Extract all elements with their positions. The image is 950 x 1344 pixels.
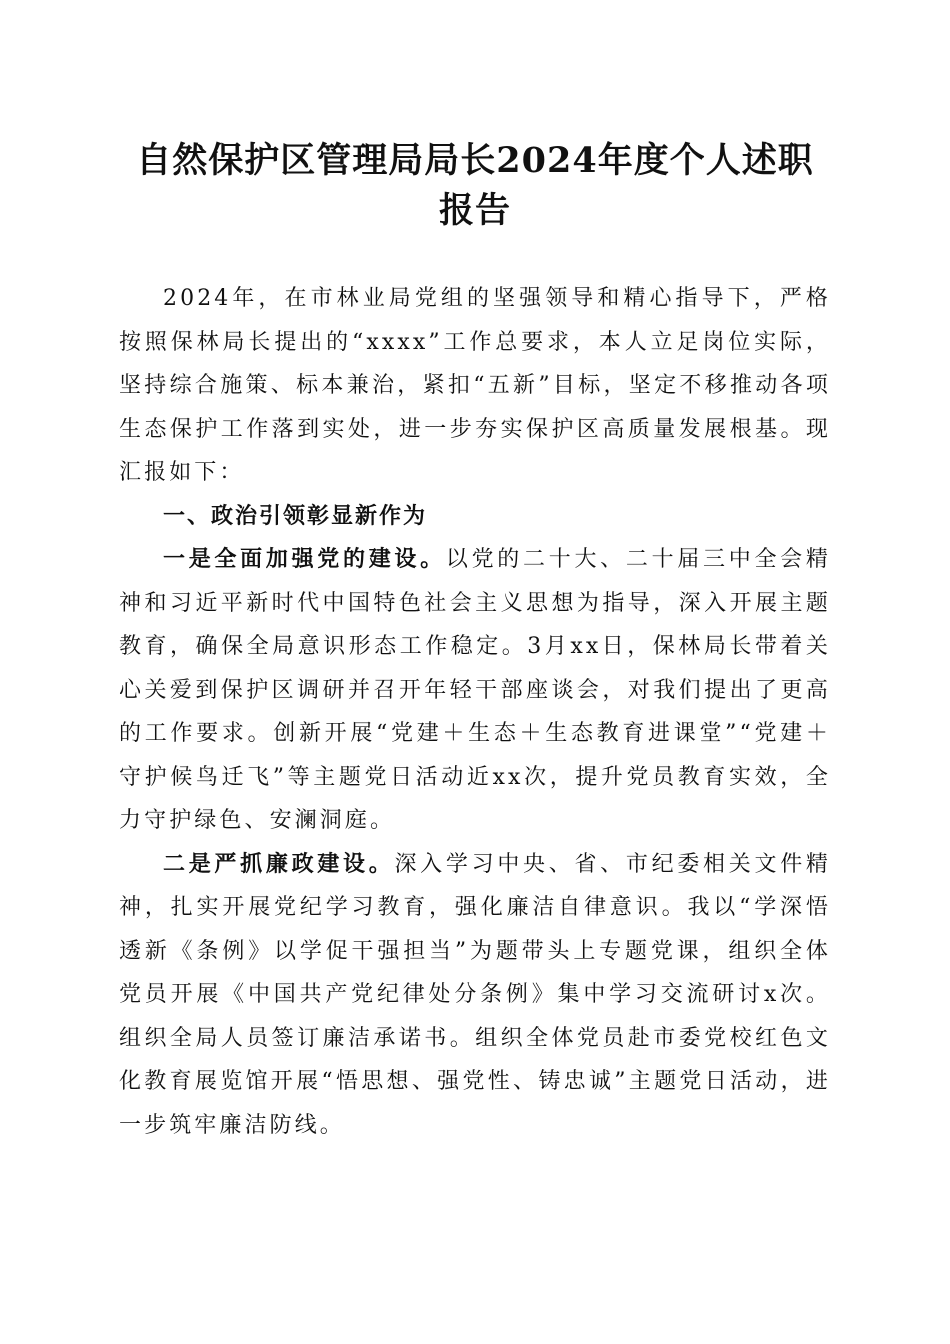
intro-paragraph: 2024年，在市林业局党组的坚强领导和精心指导下，严格按照保林局长提出的“xxxx”工作总要求，本人立足岗位实际，坚持综合施策、标本兼治，紧扣“五新”目标，坚定不移推动各项生态保护工作落到实处，进一步夯实保护区高质量发展根基。现汇报如下： [119,286,831,485]
paragraph-integrity [119,843,831,1148]
section-heading: 一、政治引领彰显新作为 [163,503,428,529]
paragraph-body: 深入学习中央、省、市纪委相关文件精神，扎实开展党纪学习教育，强化廉洁自律意识。我以“学深悟透新《条例》以学促干强担当”为题带头上专题党课，组织全体党员开展《中国共产党纪律处分条例》集中学习交流研讨x次。组织全局人员签订廉洁承诺书。组织全体党员赴市委党校红色文化教育展览馆开展“悟思想、强党性、铸忠诚”主题党日活动，进一步筑牢廉洁防线。 [119,851,832,1138]
paragraph-lead: 一是全面加强党的建设。 [163,546,446,572]
paragraph-party-building [119,538,831,843]
paragraph-lead: 二是严抓廉政建设。 [163,850,395,877]
paragraph-body: 以党的二十大、二十届三中全会精神和习近平新时代中国特色社会主义思想为指导，深入开展主题教育，确保全局意识形态工作稳定。3月xx日，保林局长带着关心关爱到保护区调研并召开年轻干部座谈会，对我们提出了更高的工作要求。创新开展“党建＋生态＋生态教育进课堂”“党建＋守护候鸟迁飞”等主题党日活动近xx次，提升党员教育实效，全力守护绿色、安澜洞庭。 [119,547,831,833]
document-body [119,277,831,1147]
document-title: 自然保护区管理局局长2024年度个人述职报告 [136,140,814,231]
